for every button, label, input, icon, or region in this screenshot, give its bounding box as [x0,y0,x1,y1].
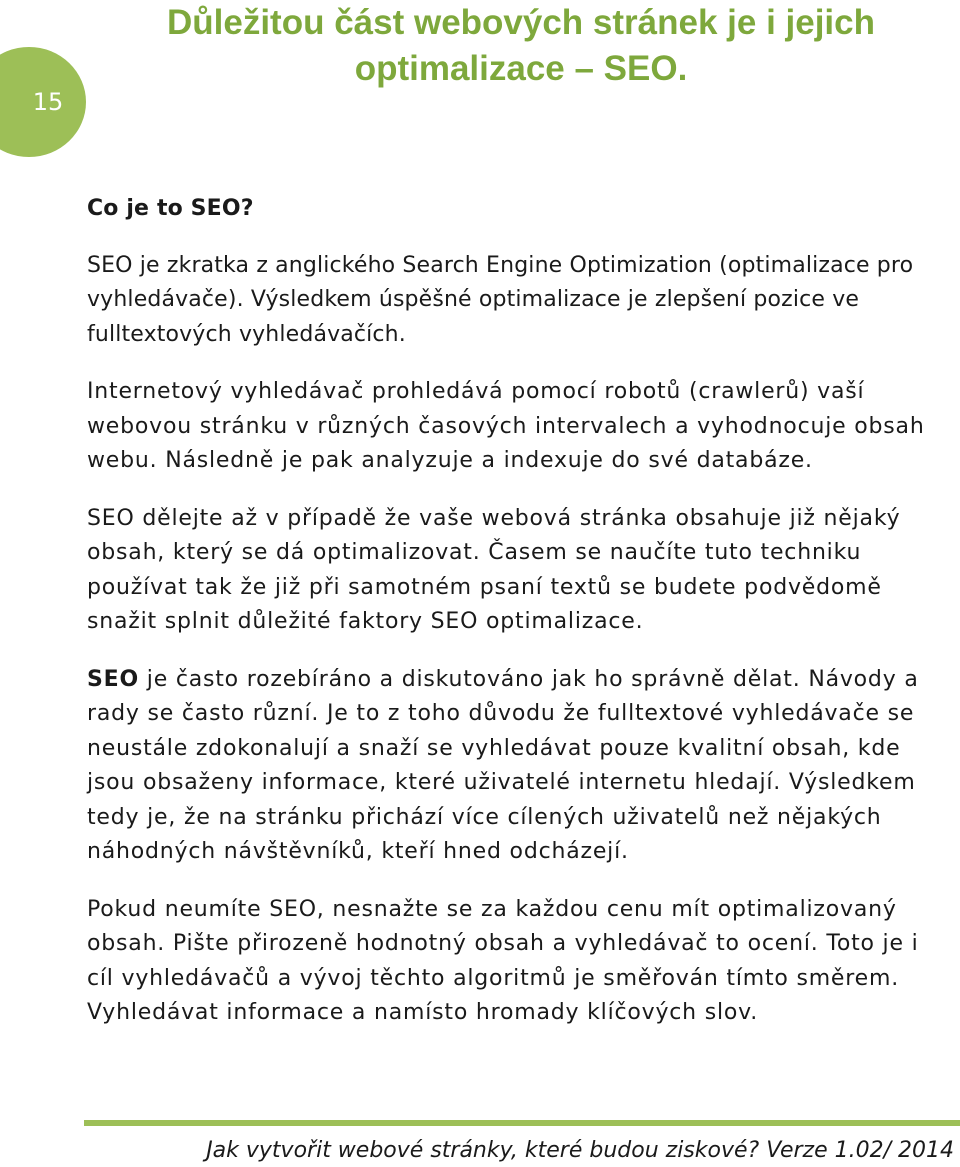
page-title: Důležitou část webových stránek je i jejich optimalizace – SEO. [166,3,875,88]
article-body [87,192,949,1054]
footer-divider [84,1120,960,1126]
paragraph-seo-definition: SEO je zkratka z anglického Search Engine Optimization (optimalizace pro vyhledávače). Výsledkem úspěšné optimalizace je zlepšení pozice ve fulltextových vyhledávačích. [87,252,914,347]
paragraph-crawlers: Internetový vyhledávač prohledává pomocí robotů (crawlerů) vaší webovou stránku v různých časových intervalech a vyhodnocuje obsah webu. Následně je pak analyzuje a indexuje do své databáze. [87,379,925,473]
paragraph-seo-discussion-text: je často rozebíráno a diskutováno jak ho správně dělat. Návody a rady se často různí. Je to z toho důvodu že fulltextové vyhledávače se neustále zdokonalují a snaží se vyhledávat pouze kvalitní obsah, kde jsou obsaženy informace, které uživatelé internetu hledají. Výsledkem tedy je, že na stránku přichází více cílených uživatelů než nějakých náhodných návštěvníků, kteří hned odcházejí. [87,666,919,864]
section-heading: Co je to SEO? [87,196,254,221]
page-number-badge [0,47,86,157]
paragraph-when-to-seo: SEO dělejte až v případě že vaše webová stránka obsahuje již nějaký obsah, který se dá optimalizovat. Časem se naučíte tuto techniku používat tak že již při samotném psaní textů se budete podvědomě snažit splnit důležité faktory SEO optimalizace. [87,505,901,634]
page-number: 15 [32,88,64,116]
paragraph-natural-content: Pokud neumíte SEO, nesnažte se za každou cenu mít optimalizovaný obsah. Pište přirozeně hodnotný obsah a vyhledávač to ocení. Toto je i cíl vyhledávačů a vývoj těchto algoritmů je směřován tímto směrem. Vyhledávat informace a namísto hromady klíčových slov. [87,896,919,1025]
paragraph-seo-discussion [87,663,949,870]
seo-bold-term: SEO [87,666,139,692]
footer-caption: Jak vytvořit webové stránky, které budou ziskové? Verze 1.02/ 2014 [206,1138,954,1163]
